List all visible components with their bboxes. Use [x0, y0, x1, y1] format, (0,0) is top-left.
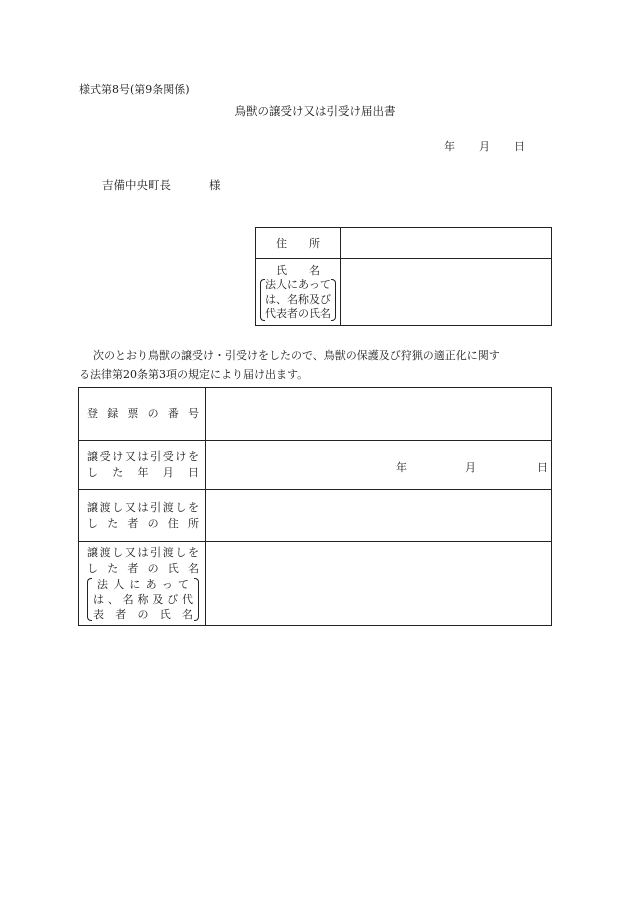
- body-line-1: 次のとおり鳥獣の譲受け・引受けをしたので、鳥獣の保護及び狩猟の適正化に関す: [93, 349, 500, 362]
- date-month-label: 月: [479, 140, 490, 153]
- document-title: 鳥獣の譲受け又は引受け届出書: [234, 104, 396, 118]
- label-line-r4l2: し た 者 の 氏 名: [87, 562, 199, 575]
- name-label: 氏 名 法人にあって は、名称及び 代表者の氏名: [256, 259, 341, 326]
- date-day-label: 日: [514, 140, 525, 153]
- applicant-table: [255, 227, 552, 326]
- transferor-name-field[interactable]: [206, 542, 552, 626]
- addressee-name: 吉備中央町長: [102, 178, 171, 192]
- details-table: [78, 387, 552, 626]
- label-line-r4n2: は 、 名 称 及 び 代: [93, 593, 193, 606]
- transferor-address-label: [79, 490, 206, 542]
- registration-number-field[interactable]: [206, 388, 552, 441]
- transfer-date-year: 年: [396, 461, 407, 474]
- address-label: 住 所: [256, 228, 341, 259]
- name-field[interactable]: [341, 259, 552, 326]
- label-line-r4n1: 法 人 に あ っ て: [97, 578, 189, 591]
- label-line-r3l2: し た 者 の 住 所: [87, 516, 199, 530]
- label-line-r2l1: 譲 受 け 又 は 引 受 け を: [87, 450, 199, 463]
- transfer-date-label: [79, 441, 206, 490]
- body-text: [79, 346, 553, 384]
- date-year-label: 年: [444, 140, 455, 153]
- body-line-2: る法律第20条第3項の規定により届け出ます。: [79, 368, 309, 381]
- transferor-name-label: [79, 542, 206, 626]
- transfer-date-month: 月: [465, 461, 476, 474]
- transferor-corporate-note: [87, 577, 199, 622]
- label-line-r2l2: し た 年 月 日: [87, 466, 199, 479]
- label-line-r3l1: 譲 渡 し 又 は 引 渡 し を: [87, 500, 199, 514]
- label-line-r1l: 登 録 票 の 番 号: [87, 407, 199, 420]
- registration-number-label: [79, 388, 206, 441]
- addressee: [102, 177, 221, 193]
- form-number: 様式第8号(第9条関係): [79, 83, 190, 96]
- submission-date: [444, 138, 525, 154]
- honorific: 様: [209, 178, 221, 192]
- label-line-r4n3: 表 者 の 氏 名: [93, 608, 193, 621]
- corporate-note: 法人にあって は、名称及び 代表者の氏名: [260, 278, 336, 322]
- address-field[interactable]: [341, 228, 552, 259]
- transfer-date-day: 日: [537, 461, 548, 474]
- transferor-address-field[interactable]: [206, 490, 552, 542]
- label-line-r4l1: 譲 渡 し 又 は 引 渡 し を: [87, 546, 199, 559]
- transfer-date-field[interactable]: [206, 441, 552, 490]
